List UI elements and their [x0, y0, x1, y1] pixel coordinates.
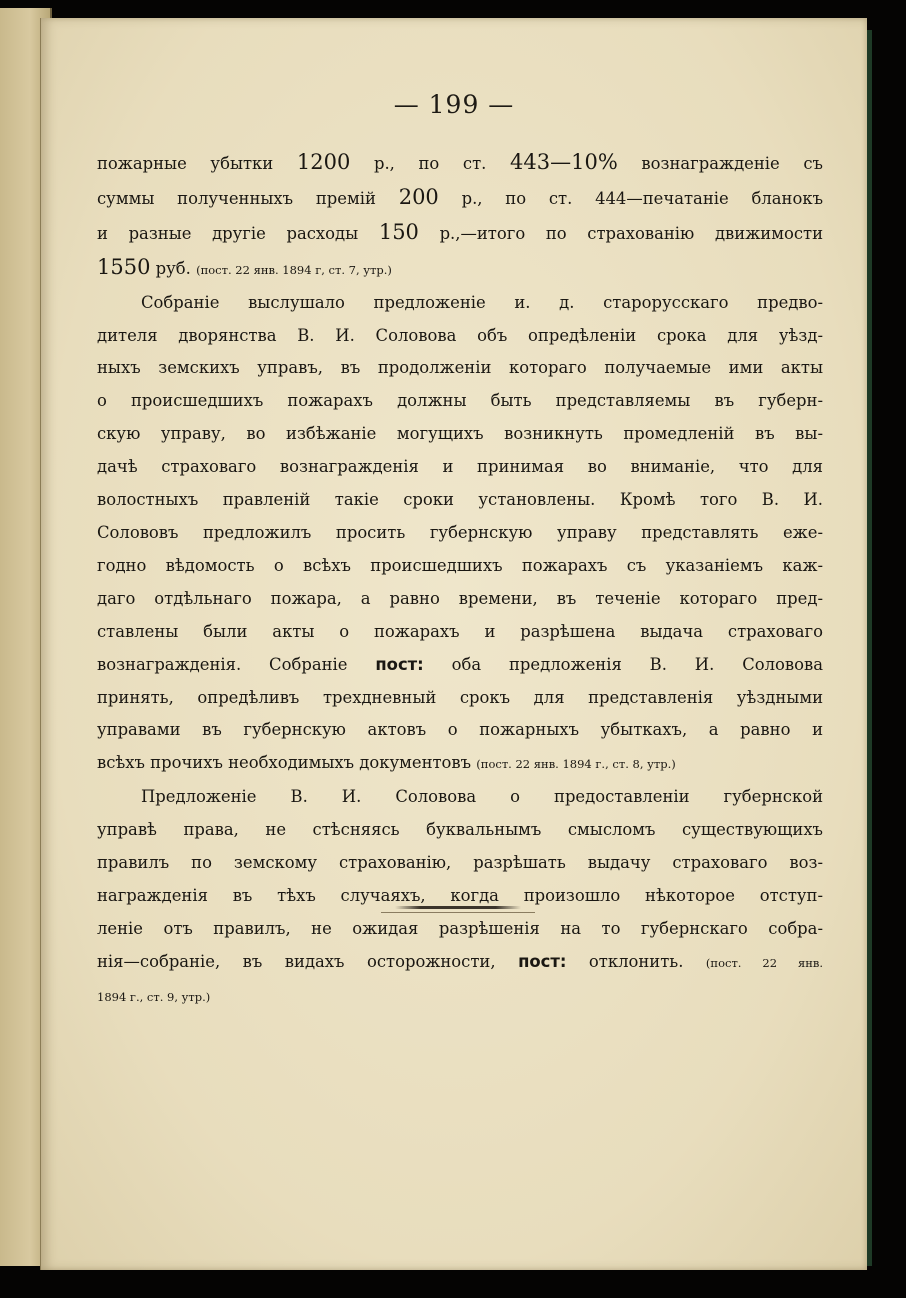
text-line	[97, 181, 823, 216]
text-line	[97, 216, 823, 251]
text-segment: дителя дворянства В. И. Соловова объ опредѣленіи срока для уѣзд-	[97, 325, 823, 345]
text-line	[97, 352, 823, 385]
text-segment: вознагражденіе съ	[617, 154, 823, 173]
text-segment: принять, опредѣливъ трехдневный срокъ для представленія уѣздными	[97, 687, 823, 707]
text-segment: дачѣ страховаго вознагражденія и принимая во вниманіе, что для	[97, 457, 823, 477]
text-segment: ныхъ земскихъ управъ, въ продолженіи котораго получаемые ими акты	[97, 358, 823, 378]
text-line	[97, 251, 823, 287]
section-end-rule	[395, 906, 521, 909]
text-line	[97, 714, 823, 747]
text-segment: Предложеніе В. И. Соловова о предоставленіи губернской	[141, 787, 823, 807]
citation: 1894 г., ст. 9, утр.)	[97, 989, 211, 1004]
text-line	[97, 418, 823, 451]
text-segment: нія—собраніе, въ видахъ осторожности,	[97, 951, 519, 971]
text-segment: награжденія въ тѣхъ случаяхъ, когда произошло нѣкоторое отступ-	[97, 885, 823, 905]
text-segment: руб.	[150, 258, 197, 278]
text-segment: правилъ по земскому страхованію, разрѣшать выдачу страховаго воз-	[97, 853, 823, 873]
text-line	[97, 616, 823, 649]
text-segment: скую управу, во избѣжаніе могущихъ возникнуть промедленій въ вы-	[97, 424, 823, 444]
text-segment: р.,—итого по страхованію движимости	[418, 223, 823, 243]
text-line	[97, 287, 823, 320]
text-line	[97, 980, 823, 1014]
text-line	[97, 550, 823, 583]
text-line	[97, 146, 823, 181]
text-line	[97, 385, 823, 418]
page-number: — 199 —	[393, 90, 515, 119]
text-line	[97, 847, 823, 880]
text-line	[97, 583, 823, 616]
text-segment: Солововъ предложилъ просить губернскую управу представлять еже-	[97, 522, 823, 542]
text-segment: отклонить.	[566, 951, 706, 971]
resolution-mark: пост:	[518, 951, 567, 971]
text-line	[97, 682, 823, 715]
numeral: 1200	[296, 150, 351, 174]
numeral: 443—10%	[510, 150, 618, 174]
text-segment: ставлены были акты о пожарахъ и разрѣшена выдача страховаго	[97, 621, 823, 641]
paragraph-2	[97, 287, 823, 782]
text-segment: р., по ст. 444—печатаніе бланокъ	[438, 188, 823, 208]
text-segment: годно вѣдомость о всѣхъ происшедшихъ пожарахъ съ указаніемъ каж-	[97, 555, 823, 575]
text-line	[97, 814, 823, 847]
text-segment: волостныхъ правленій такіе сроки установлены. Кромѣ того В. И.	[97, 490, 823, 510]
text-line	[97, 320, 823, 353]
text-segment: Собраніе выслушало предложеніе и. д. старорусскаго предво-	[141, 292, 823, 312]
citation: (пост. 22 янв.	[705, 955, 824, 970]
paragraph-1	[97, 146, 823, 287]
text-line	[97, 517, 823, 550]
text-line	[97, 781, 823, 814]
text-line	[97, 649, 823, 682]
text-line	[97, 484, 823, 517]
text-line	[97, 946, 823, 980]
text-line	[97, 747, 823, 781]
text-segment: суммы полученныхъ премій	[97, 188, 399, 208]
citation: (пост. 22 янв. 1894 г., ст. 8, утр.)	[476, 757, 676, 772]
text-segment: р., по ст.	[350, 154, 511, 173]
text-segment: леніе отъ правилъ, не ожидая разрѣшенія на то губернскаго собра-	[97, 918, 823, 938]
numeral: 150	[378, 219, 419, 244]
numeral: 1550	[97, 254, 151, 279]
body-text	[97, 146, 823, 1014]
text-line	[97, 451, 823, 484]
resolution-mark: пост:	[375, 654, 424, 674]
text-segment: оба предложенія В. И. Соловова	[423, 654, 823, 674]
text-segment: пожарные убытки	[97, 154, 297, 173]
book-page	[40, 18, 867, 1270]
numeral: 200	[398, 184, 439, 209]
paragraph-3	[97, 781, 823, 1013]
text-segment: управами въ губернскую актовъ о пожарныхъ убыткахъ, а равно и	[97, 720, 823, 740]
text-segment: управѣ права, не стѣсняясь буквальнымъ смысломъ существующихъ	[97, 820, 823, 840]
section-end-rule-thin	[381, 912, 535, 913]
text-line	[97, 913, 823, 946]
text-segment: и разные другіе расходы	[97, 223, 379, 243]
citation: (пост. 22 янв. 1894 г, ст. 7, утр.)	[196, 262, 392, 277]
text-segment: даго отдѣльнаго пожара, а равно времени, въ теченіе котораго пред-	[97, 588, 823, 608]
text-segment: о происшедшихъ пожарахъ должны быть представляемы въ губерн-	[97, 391, 823, 411]
text-segment: всѣхъ прочихъ необходимыхъ документовъ	[97, 753, 477, 773]
text-segment: вознагражденія. Собраніе	[97, 654, 376, 674]
